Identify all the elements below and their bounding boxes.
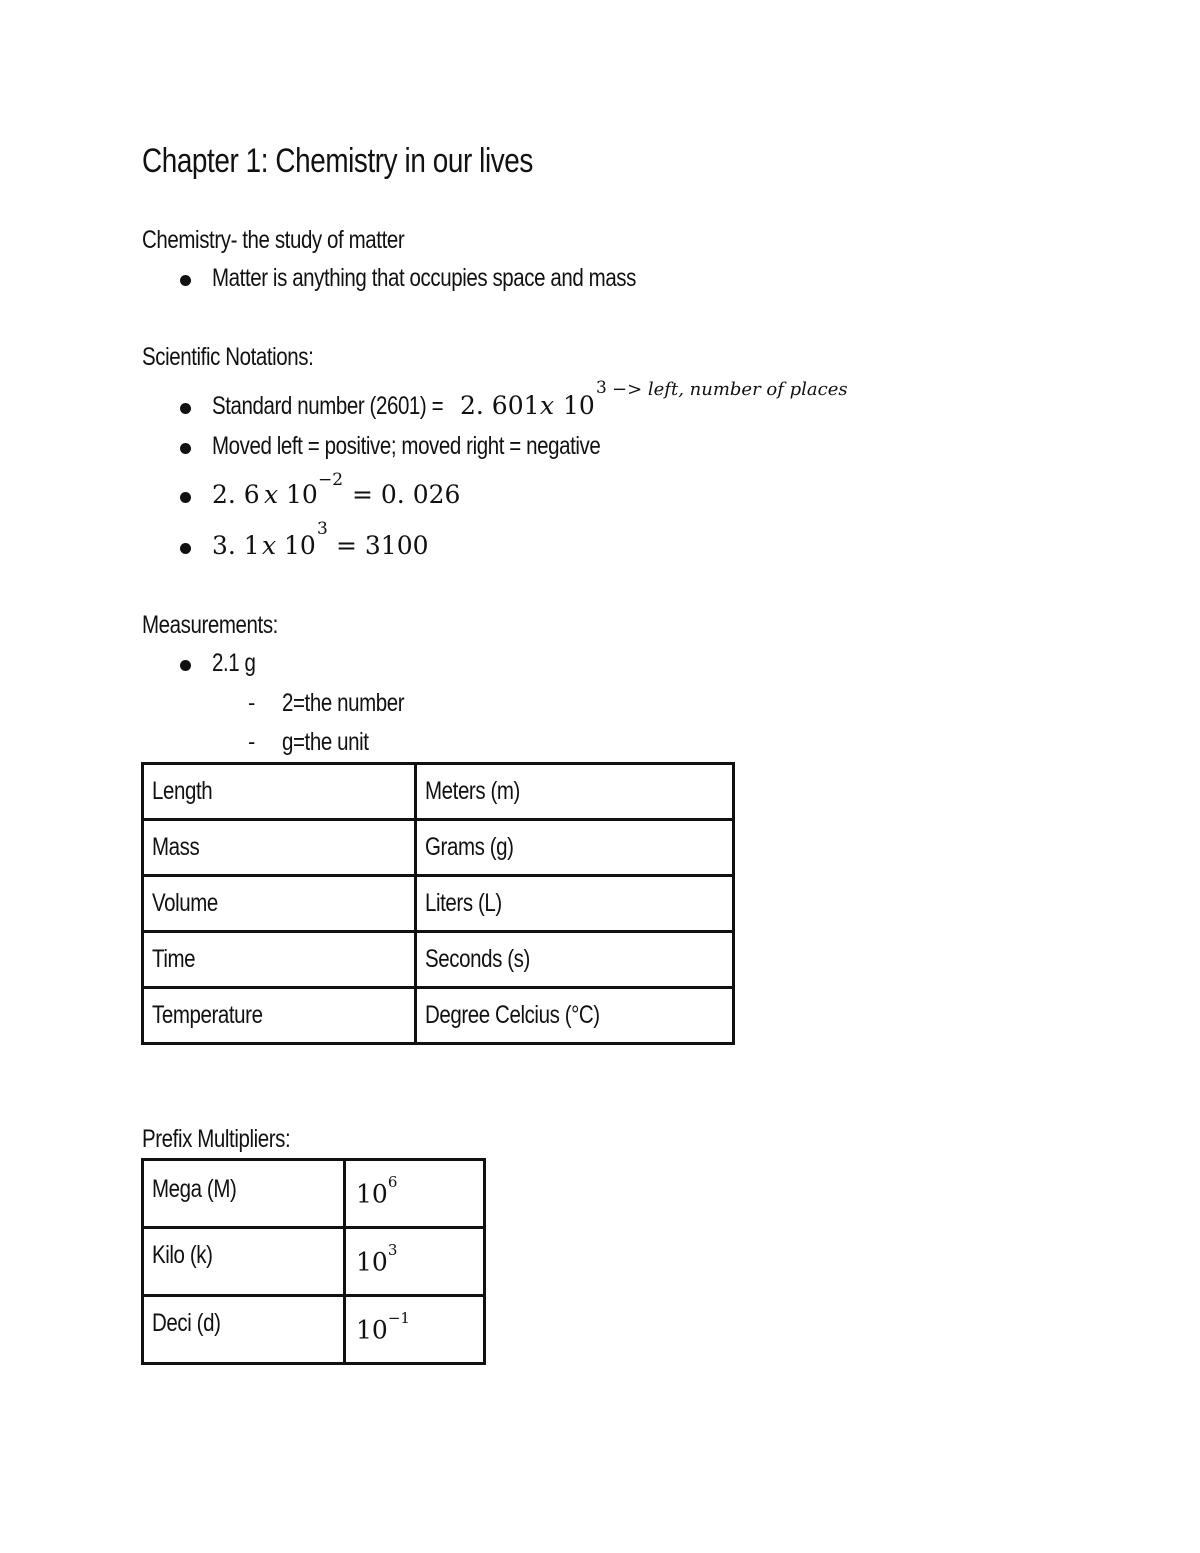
- table-cell: $10^{-1}$: [345, 1296, 485, 1364]
- table-cell: Meters (m): [416, 764, 734, 820]
- prefix-table: [141, 1158, 486, 1365]
- prefix-heading: Prefix Multipliers:: [142, 1125, 291, 1153]
- table-row: [143, 764, 734, 820]
- math-base: 10: [563, 391, 595, 420]
- notations-heading: Scientific Notations:: [142, 343, 314, 371]
- bullet-dot: [180, 275, 191, 286]
- table-cell: $10^3$: [345, 1228, 485, 1296]
- list-item: Matter is anything that occupies space and mass: [212, 264, 637, 292]
- bullet-dot: [180, 492, 191, 503]
- bullet-dot: [180, 543, 191, 554]
- math-base: 10: [284, 531, 316, 560]
- math-times: x: [264, 480, 279, 509]
- table-cell: Liters (L): [416, 876, 734, 932]
- table-cell: Length: [143, 764, 416, 820]
- math-mantissa: 3. 1: [212, 531, 260, 560]
- list-item: 2.1 g: [212, 649, 256, 677]
- math-exponent: 6: [387, 1172, 398, 1191]
- page-title: Chapter 1: Chemistry in our lives: [142, 142, 533, 180]
- bullet-dot: [180, 443, 191, 454]
- measurements-heading: Measurements:: [142, 611, 278, 639]
- table-cell: Temperature: [143, 988, 416, 1044]
- table-cell: Degree Celcius (°C): [416, 988, 734, 1044]
- table-row: [143, 876, 734, 932]
- math-result: = 0. 026: [352, 480, 461, 509]
- math-exponent: 3: [317, 519, 328, 539]
- bullet-dot: [180, 403, 191, 414]
- table-row: [143, 820, 734, 876]
- math-exponent: 3: [387, 1240, 398, 1259]
- math-mantissa: 2. 601: [460, 391, 540, 420]
- table-cell: Mass: [143, 820, 416, 876]
- math-mantissa: 2. 6: [212, 480, 260, 509]
- math-exponent: 3: [596, 378, 607, 398]
- table-cell: Deci (d): [143, 1296, 345, 1364]
- chemistry-heading: Chemistry- the study of matter: [142, 226, 405, 254]
- math-times: x: [540, 391, 555, 420]
- sub-list-item: g=the unit: [282, 728, 369, 756]
- table-cell: Grams (g): [416, 820, 734, 876]
- list-item: Moved left = positive; moved right = negative: [212, 432, 601, 460]
- dash-marker: -: [248, 729, 255, 754]
- table-row: [143, 988, 734, 1044]
- math-result: = 3100: [336, 531, 429, 560]
- units-table: [141, 762, 735, 1045]
- math-note: −> left, number of places: [612, 379, 848, 400]
- table-cell: Kilo (k): [143, 1228, 345, 1296]
- table-cell: Time: [143, 932, 416, 988]
- dash-marker: -: [248, 690, 255, 715]
- bullet-dot: [180, 660, 191, 671]
- math-exponent: −2: [318, 470, 344, 490]
- math-exponent: −1: [387, 1308, 410, 1327]
- sub-list-item: 2=the number: [282, 689, 405, 717]
- table-row: [143, 1160, 485, 1228]
- table-cell: $10^6$: [345, 1160, 485, 1228]
- table-cell: Volume: [143, 876, 416, 932]
- list-item: Standard number (2601) =: [212, 392, 444, 420]
- table-row: [143, 1296, 485, 1364]
- math-base: 10: [286, 480, 318, 509]
- table-cell: Seconds (s): [416, 932, 734, 988]
- table-row: [143, 932, 734, 988]
- table-row: [143, 1228, 485, 1296]
- table-cell: Mega (M): [143, 1160, 345, 1228]
- math-times: x: [262, 531, 277, 560]
